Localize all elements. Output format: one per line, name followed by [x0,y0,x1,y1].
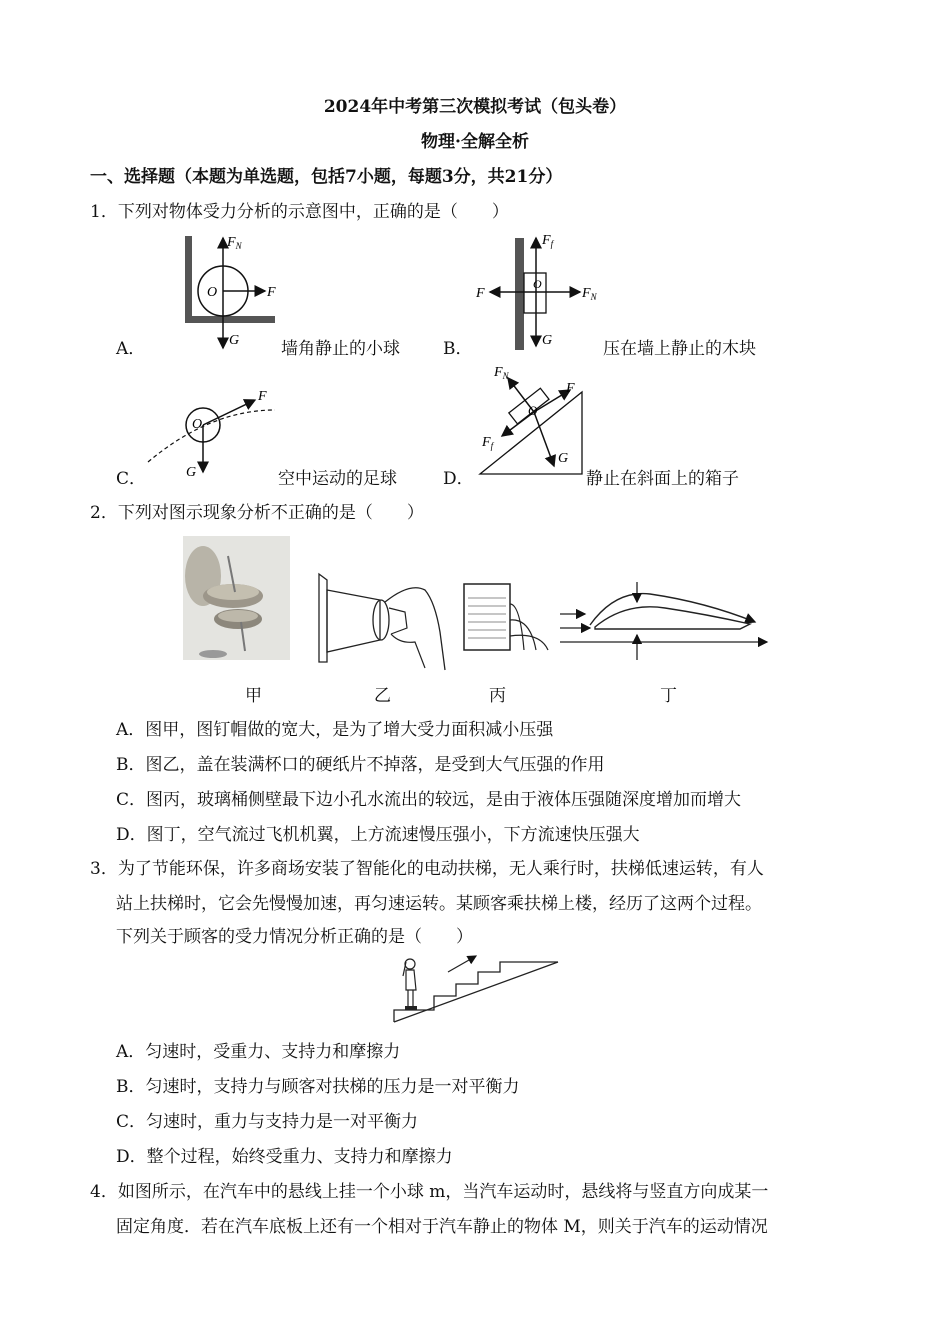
svg-text:Ff: $F_f$ [542,233,554,249]
question-2-stem: 2．下列对图示现象分析不正确的是（ ） [90,503,424,523]
q2-fig-label-jia: 甲 [245,686,262,706]
q2-option-c: C．图丙，玻璃桶侧壁最下边小孔水流出的较远，是由于液体压强随深度增加而增大 [116,790,742,810]
label-fn: $F_N$ [227,235,242,251]
q1-option-a-caption: 墙角静止的小球 [281,339,400,359]
svg-text:G: G [558,451,569,466]
question-4-stem-line2: 固定角度．若在汽车底板上还有一个相对于汽车静止的物体 M，则关于汽车的运动情况 [116,1217,768,1237]
section-heading: 一、选择题（本题为单选题，包括7小题，每题3分，共21分） [90,167,563,187]
svg-text:O: O [533,277,542,291]
svg-text:FN: $F_N$ [494,365,509,381]
q1-option-d-letter: D． [443,469,474,489]
q1-option-d-caption: 静止在斜面上的箱子 [586,469,739,489]
question-1-stem: 1．下列对物体受力分析的示意图中，正确的是（ ） [90,202,509,222]
question-4-stem-line1: 4．如图所示，在汽车中的悬线上挂一个小球 m，当汽车运动时，悬线将与竖直方向成某一 [90,1182,769,1202]
q1-option-b-caption: 压在墙上静止的木块 [603,339,756,359]
q2-fig-label-yi: 乙 [374,686,391,706]
q3-option-c: C．匀速时，重力与支持力是一对平衡力 [116,1112,419,1132]
q1-figure-b [470,228,605,352]
label-g: G [229,333,240,348]
q3-escalator-figure [390,952,562,1026]
q2-fig-label-bing: 丙 [489,686,506,706]
page-subtitle: 物理·全解全析 [421,132,529,152]
q2-figure-yi [315,572,450,672]
svg-text:O: O [528,403,538,418]
svg-text:G: G [542,333,553,348]
question-3-stem-line2: 站上扶梯时，它会先慢慢加速，再匀速运转。某顾客乘扶梯上楼，经历了这两个过程。 [116,894,762,914]
question-3-stem-line1: 3．为了节能环保，许多商场安装了智能化的电动扶梯，无人乘行时，扶梯低速运转，有人 [90,859,764,879]
q2-option-d: D．图丁，空气流过飞机机翼，上方流速慢压强小，下方流速快压强大 [116,825,640,845]
q3-option-b: B．匀速时，支持力与顾客对扶梯的压力是一对平衡力 [116,1077,520,1097]
q1-figure-a [175,228,290,352]
svg-text:F: F [258,389,267,404]
q2-figure-bing [460,580,550,655]
svg-text:O: O [192,417,203,432]
q1-option-c-letter: C． [116,469,147,489]
label-f: F [267,285,276,300]
svg-text:Ff: $F_f$ [482,435,494,451]
q1-figure-d [470,362,590,484]
svg-text:FN: $F_N$ [582,286,597,302]
q1-option-a-letter: A． [116,339,146,359]
label-o: O [207,285,218,300]
page-title: 2024年中考第三次模拟考试（包头卷） [323,97,627,117]
q2-option-b: B．图乙，盖在装满杯口的硬纸片不掉落，是受到大气压强的作用 [116,755,605,775]
svg-text:F: F [566,381,575,396]
q1-option-b-letter: B． [443,339,473,359]
q2-option-a: A．图甲，图钉帽做的宽大，是为了增大受力面积减小压强 [116,720,554,740]
svg-text:F: F [476,286,485,301]
q2-figure-ding [555,580,770,662]
q2-fig-label-ding: 丁 [660,686,677,706]
q1-figure-c [140,380,285,480]
svg-text:G: G [186,465,197,480]
q1-option-c-caption: 空中运动的足球 [278,469,397,489]
q2-figure-jia [183,536,290,660]
question-3-stem-line3: 下列关于顾客的受力情况分析正确的是（ ） [116,927,473,947]
q3-option-a: A．匀速时，受重力、支持力和摩擦力 [116,1042,401,1062]
q3-option-d: D．整个过程，始终受重力、支持力和摩擦力 [116,1147,453,1167]
